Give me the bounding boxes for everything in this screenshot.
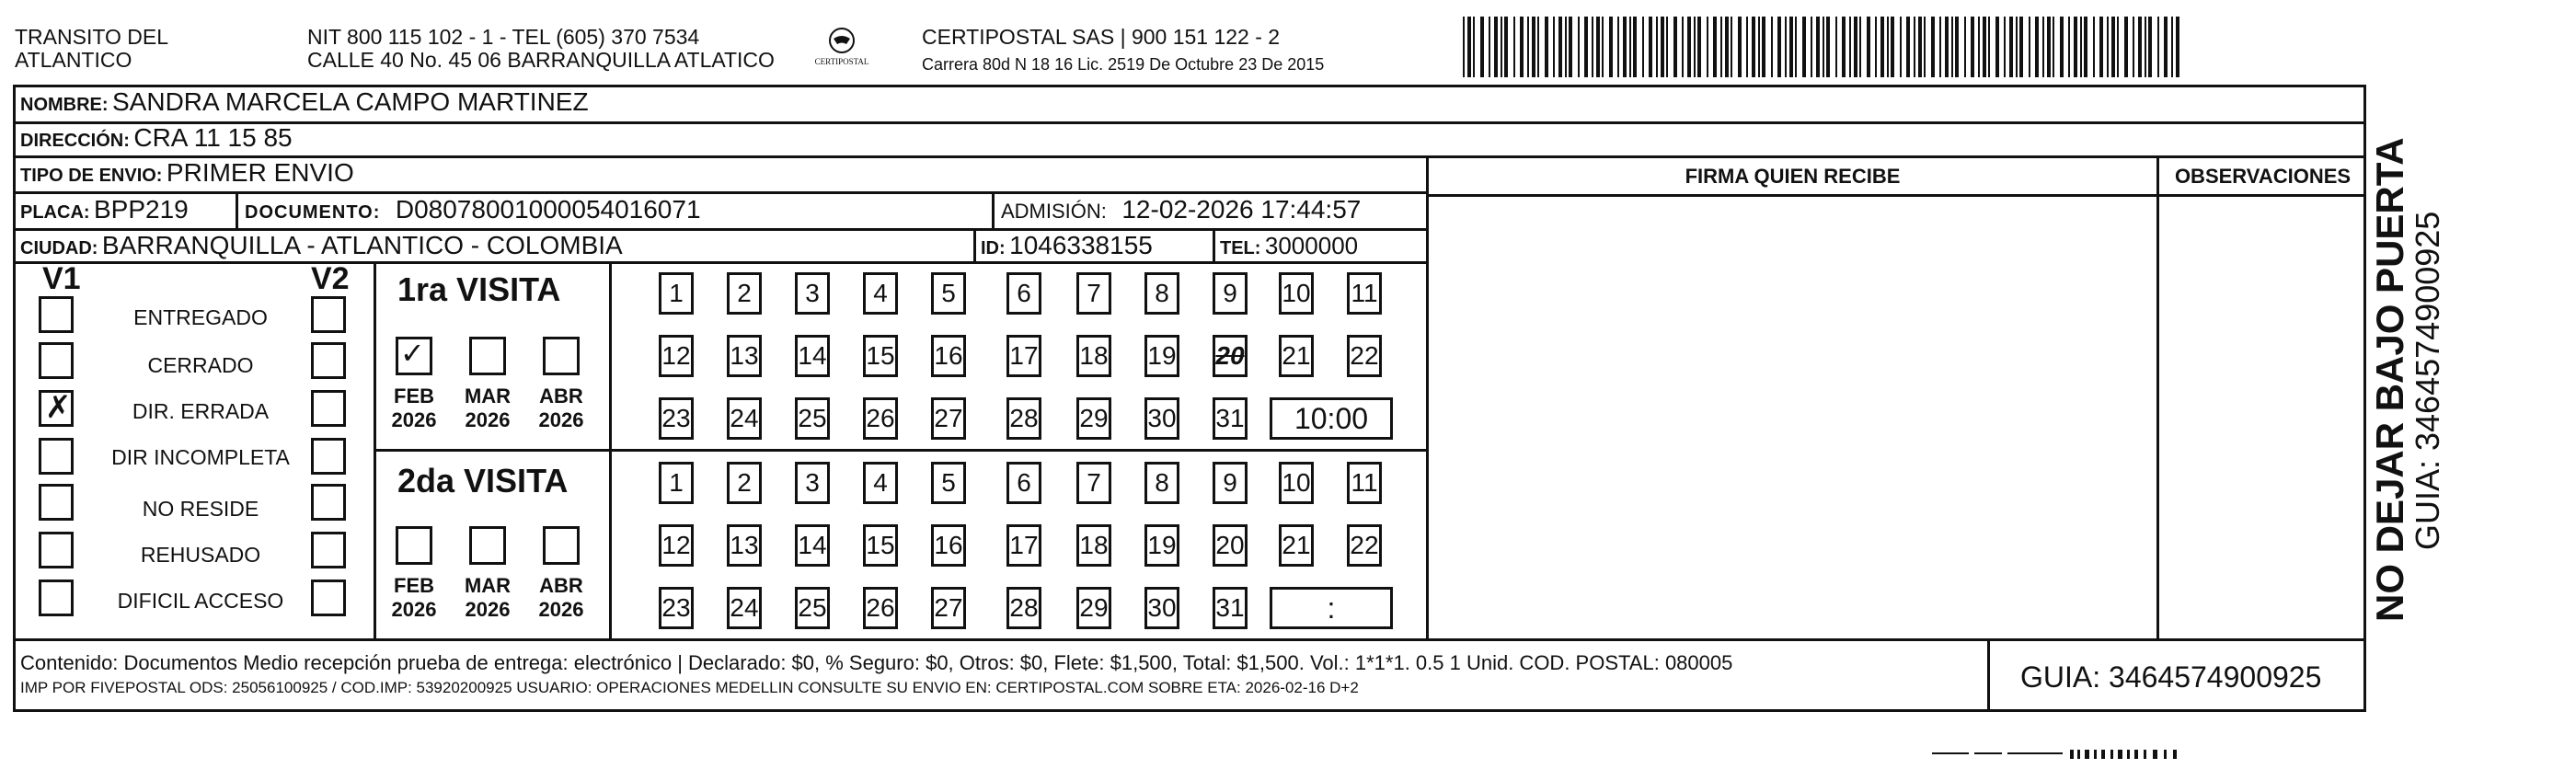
barcode-bar [2117,17,2119,77]
sender-line-2: ATLANTICO [15,48,132,72]
barcode-bar [1661,17,1664,77]
month-label [534,574,589,622]
visit2-title: 2da VISITA [397,462,569,499]
month-year: 2026 [391,408,437,431]
day-box[interactable]: 22 [1347,524,1382,567]
month-year: 2026 [465,598,511,621]
id-field [981,230,1153,266]
day-box[interactable]: 19 [1144,524,1179,567]
ciudad-label: CIUDAD: [20,238,98,258]
day-box[interactable]: 24 [727,587,762,629]
imp-line: IMP POR FIVEPOSTAL ODS: 25056100925 / COD.IMP: 53920200925 USUARIO: OPERACIONES MEDELLIN CONSULTE SU ENVIO EN: CERTIPOSTAL.COM SOBRE ETA: 2026-02-16 D+2 [20,679,1359,696]
barcode-bar [1978,17,1980,77]
v1-checkbox[interactable] [39,296,74,333]
v1-checkbox[interactable] [39,342,74,379]
certipostal-logo [810,26,874,74]
tel-label: TEL: [1220,238,1261,258]
barcode-bar [1489,17,1490,77]
barcode-bar [1964,17,1966,77]
status-option-label: CERRADO [147,353,254,377]
status-option-label: DIFICIL ACCESO [117,589,284,613]
barcode-bar [2148,17,2152,77]
edge-barcode-fragment [1932,747,2182,756]
rule [374,449,1428,452]
barcode-bar [1569,17,1572,77]
day-box[interactable]: 12 [659,335,694,377]
month-year: 2026 [465,408,511,431]
license-line: Carrera 80d N 18 16 Lic. 2519 De Octubre 23 De 2015 [922,55,1325,74]
barcode-bar [2145,17,2146,77]
barcode-bar [1849,17,1851,77]
day-box[interactable]: 8 [1144,272,1179,315]
barcode-bar [1558,17,1562,77]
handwritten-check-mark: ✓ [400,336,425,371]
barcode-bar [1467,17,1471,77]
barcode-bar [1789,17,1793,77]
barcode-bar [1988,17,1990,77]
barcode-bar [1537,17,1539,77]
day-box[interactable]: 20 [1213,524,1248,567]
day-box[interactable]: 26 [863,587,898,629]
day-box[interactable]: 7 [1076,272,1111,315]
barcode-bar [1835,17,1837,77]
barcode-bar [1720,17,1722,77]
barcode-bar [1731,17,1732,77]
day-box[interactable]: 28 [1006,587,1041,629]
month-checkbox[interactable] [469,337,506,375]
barcode-bar [1752,17,1755,77]
barcode-bar [1504,17,1508,77]
observaciones-header: OBSERVACIONES [2174,165,2352,188]
barcode-bar [2080,17,2082,77]
day-box[interactable]: 7 [1076,462,1111,504]
barcode-bar [1697,17,1701,77]
footer-guia: GUIA: 3464574900925 [2020,660,2322,694]
ciudad-value: BARRANQUILLA - ATLANTICO - COLOMBIA [101,231,623,259]
v1-header: V1 [42,261,81,296]
day-box[interactable]: 21 [1279,524,1314,567]
barcode-bar [1527,17,1529,77]
barcode-bar [1914,17,1915,77]
barcode-bar [1494,17,1498,77]
status-option-label: DIR. ERRADA [132,399,270,423]
barcode-bar [1891,17,1894,77]
month-year: 2026 [538,598,584,621]
day-box[interactable]: 27 [931,397,966,440]
barcode-bar [1826,17,1830,77]
barcode-bar [1513,17,1515,77]
barcode-bar [1955,17,1959,77]
content-line: Contenido: Documentos Medio recepción prueba de entrega: electrónico | Declarado: $0, % Seguro: $0, Otros: $0, Flete: $1,500, Total: $1,500. Vol.: 1*1*1. 0.5 1 Unid. COD. POSTAL: 080005 [20,651,1733,674]
barcode-bar [1823,17,1824,77]
barcode-bar [1473,17,1475,77]
barcode-bar [2060,17,2064,77]
month-checkbox[interactable] [396,526,432,565]
barcode-bar [2111,17,2115,77]
v2-checkbox[interactable] [311,438,346,475]
time-box[interactable]: 10:00 [1270,397,1393,440]
v1-checkbox[interactable] [39,484,74,521]
month-name: MAR [464,384,512,407]
month-year: 2026 [538,408,584,431]
barcode-bar [1725,17,1729,77]
tipo-envio-field [20,157,354,193]
barcode-bar [1738,17,1742,77]
day-box[interactable]: 24 [727,397,762,440]
barcode-bar [1939,17,1941,77]
barcode-bar [2164,17,2168,77]
month-label [460,384,515,432]
day-box[interactable]: 25 [795,587,830,629]
v1-checkbox[interactable] [39,580,74,616]
barcode-bar [2138,17,2142,77]
barcode-bar [1649,17,1652,77]
barcode-bar [1480,17,1484,77]
barcode [1463,17,2185,77]
barcode-bar [1578,17,1580,77]
day-box[interactable]: 3 [795,462,830,504]
tel-field [1220,230,1358,266]
tel-value: 3000000 [1264,232,1359,259]
day-box[interactable]: 6 [1006,462,1041,504]
month-label [386,384,442,432]
barcode-bar [1983,17,1986,77]
day-box[interactable]: 30 [1144,587,1179,629]
barcode-bar [1811,17,1812,77]
barcode-bar [1762,17,1765,77]
barcode-bar [2176,17,2179,77]
documento-value: D08078001000054016071 [395,195,701,224]
month-label [386,574,442,622]
barcode-bar [1520,17,1524,77]
rule [973,230,976,263]
day-box[interactable]: 26 [863,397,898,440]
barcode-bar [2107,17,2109,77]
day-box[interactable]: 21 [1279,335,1314,377]
day-box[interactable]: 16 [931,524,966,567]
barcode-bar [1682,17,1684,77]
barcode-bar [2004,17,2006,77]
barcode-bar [2133,17,2134,77]
barcode-bar [1816,17,1820,77]
barcode-bar [1694,17,1696,77]
month-name: ABR [539,384,583,407]
barcode-bar [2035,17,2039,77]
nombre-field [20,86,589,122]
day-box[interactable]: 4 [863,462,898,504]
month-label [460,574,515,622]
barcode-bar [1656,17,1658,77]
barcode-bar [2093,17,2095,77]
barcode-bar [1642,17,1644,77]
time-box[interactable]: : [1270,587,1393,629]
day-box[interactable]: 29 [1076,397,1111,440]
barcode-bar [1887,17,1889,77]
id-value: 1046338155 [1009,231,1153,259]
barcode-bar [1532,17,1535,77]
direccion-value: CRA 11 15 85 [133,123,293,152]
v2-checkbox[interactable] [311,390,346,427]
day-box[interactable]: 13 [727,335,762,377]
barcode-bar [1995,17,1999,77]
rule [13,155,2366,158]
barcode-bar [2019,17,2023,77]
side-guia: GUIA: 3464574900925 [2409,211,2446,550]
barcode-bar [1629,17,1631,77]
day-box[interactable]: 11 [1347,272,1382,315]
barcode-bar [2053,17,2054,77]
v1-checkbox[interactable] [39,438,74,475]
status-option-label: NO RESIDE [142,497,259,521]
direccion-field [20,122,293,158]
day-box[interactable]: 5 [931,272,966,315]
month-name: MAR [464,574,512,597]
barcode-bar [1802,17,1806,77]
v2-checkbox[interactable] [311,532,346,568]
barcode-bar [1971,17,1974,77]
rule [992,193,995,230]
month-label [534,384,589,432]
rule [13,638,2366,641]
rule [1428,194,2366,197]
day-box[interactable]: 3 [795,272,830,315]
day-box[interactable]: 17 [1006,335,1041,377]
v2-checkbox[interactable] [311,342,346,379]
barcode-bar [2157,17,2159,77]
day-box[interactable]: 9 [1213,462,1248,504]
firma-header: FIRMA QUIEN RECIBE [1685,165,1901,188]
v2-checkbox[interactable] [311,580,346,616]
day-box[interactable]: 22 [1347,335,1382,377]
month-name: FEB [394,574,434,597]
placa-value: BPP219 [94,195,189,224]
day-box[interactable]: 8 [1144,462,1179,504]
day-box[interactable]: 31 [1213,397,1248,440]
day-box[interactable]: 30 [1144,397,1179,440]
id-label: ID: [981,238,1006,258]
barcode-bar [1602,17,1604,77]
barcode-bar [1609,17,1613,77]
barcode-bar [2171,17,2173,77]
barcode-bar [1880,17,1884,77]
barcode-bar [1463,17,1465,77]
day-box[interactable]: 12 [659,524,694,567]
day-box[interactable]: 4 [863,272,898,315]
day-box[interactable]: 23 [659,397,694,440]
day-box[interactable]: 2 [727,462,762,504]
v2-header: V2 [311,261,350,296]
documento-label: DOCUMENTO: [245,202,381,223]
barcode-bar [1777,17,1781,77]
day-box[interactable]: 9 [1213,272,1248,315]
barcode-bar [1592,17,1593,77]
day-box[interactable]: 10 [1279,272,1314,315]
barcode-bar [2016,17,2018,77]
documento-field [245,194,701,230]
day-box[interactable]: 14 [795,335,830,377]
day-box[interactable]: 31 [1213,587,1248,629]
v1-checkbox[interactable] [39,532,74,568]
barcode-bar [1633,17,1637,77]
day-box[interactable]: 18 [1076,335,1111,377]
month-year: 2026 [391,598,437,621]
sender-name [15,26,168,72]
rule [1213,230,1215,263]
barcode-bar [1900,17,1902,77]
admision-value: 12-02-2026 17:44:57 [1121,195,1362,224]
logo-wordmark: CERTIPOSTAL [814,57,869,66]
sender-address: CALLE 40 No. 45 06 BARRANQUILLA ATLATICO [307,48,775,72]
rule [236,193,238,230]
barcode-bar [1785,17,1787,77]
month-checkbox[interactable] [543,337,580,375]
day-box[interactable]: 13 [727,524,762,567]
day-box[interactable]: 14 [795,524,830,567]
barcode-bar [1924,17,1926,77]
sender-nit: NIT 800 115 102 - 1 - TEL (605) 370 7534 [307,25,700,49]
day-box[interactable]: 6 [1006,272,1041,315]
nombre-label: NOMBRE: [20,95,109,115]
company-line: CERTIPOSTAL SAS | 900 151 122 - 2 [922,25,1281,49]
barcode-bar [1553,17,1555,77]
barcode-bar [1771,17,1773,77]
barcode-bar [2124,17,2128,77]
no-dejar-bajo-puerta: NO DEJAR BAJO PUERTA [2368,137,2411,622]
status-option-label: DIR INCOMPLETA [111,445,290,469]
barcode-bar [1854,17,1857,77]
rule [1426,155,1429,638]
month-name: ABR [539,574,583,597]
barcode-bar [1945,17,1949,77]
barcode-bar [1951,17,1953,77]
day-box[interactable]: 1 [659,462,694,504]
barcode-bar [1931,17,1935,77]
barcode-bar [2047,17,2051,77]
day-box[interactable]: 29 [1076,587,1111,629]
barcode-bar [1906,17,1910,77]
day-box[interactable]: 15 [863,524,898,567]
day-box[interactable]: 10 [1279,462,1314,504]
rule [2156,155,2159,638]
visit1-title: 1ra VISITA [397,270,561,308]
month-name: FEB [394,384,434,407]
barcode-bar [1617,17,1619,77]
v2-checkbox[interactable] [311,484,346,521]
barcode-bar [1746,17,1748,77]
barcode-bar [1687,17,1691,77]
barcode-bar [2029,17,2030,77]
barcode-bar [1795,17,1797,77]
day-box[interactable]: 1 [659,272,694,315]
barcode-bar [1623,17,1627,77]
admision-label: ADMISIÓN: [1001,200,1107,223]
nombre-value: SANDRA MARCELA CAMPO MARTINEZ [112,87,589,116]
barcode-bar [1666,17,1668,77]
barcode-bar [2074,17,2077,77]
day-box[interactable]: 19 [1144,335,1179,377]
barcode-bar [1707,17,1708,77]
day-box[interactable]: 28 [1006,397,1041,440]
barcode-bar [2068,17,2070,77]
barcode-bar [1867,17,1870,77]
day-box[interactable]: 23 [659,587,694,629]
rule [1987,640,1990,712]
day-box[interactable]: 11 [1347,462,1382,504]
day-box[interactable]: 16 [931,335,966,377]
day-box[interactable]: 27 [931,587,966,629]
barcode-bar [1545,17,1548,77]
barcode-bar [1758,17,1760,77]
placa-label: PLACA: [20,202,90,223]
day-box[interactable]: 18 [1076,524,1111,567]
barcode-bar [1596,17,1600,77]
day-box[interactable]: 20 [1213,335,1248,377]
barcode-bar [2009,17,2013,77]
tipo-envio-value: PRIMER ENVIO [166,158,354,187]
barcode-bar [1565,17,1567,77]
barcode-bar [2099,17,2103,77]
tipo-envio-label: TIPO DE ENVIO: [20,166,163,186]
barcode-bar [1859,17,1861,77]
barcode-bar [1673,17,1677,77]
admision-field [1001,194,1361,230]
status-option-label: ENTREGADO [133,305,268,329]
barcode-bar [1501,17,1502,77]
barcode-bar [1842,17,1846,77]
month-checkbox[interactable] [396,337,432,375]
barcode-bar [1918,17,1922,77]
v1-checkbox[interactable] [39,390,74,427]
v2-checkbox[interactable] [311,296,346,333]
month-checkbox[interactable] [543,526,580,565]
day-box[interactable]: 5 [931,462,966,504]
barcode-bar [2084,17,2087,77]
day-box[interactable]: 17 [1006,524,1041,567]
barcode-bar [1875,17,1877,77]
day-box[interactable]: 25 [795,397,830,440]
barcode-bar [1713,17,1717,77]
day-box[interactable]: 2 [727,272,762,315]
sender-line-1: TRANSITO DEL [15,25,168,49]
placa-field [20,194,189,230]
barcode-bar [1584,17,1588,77]
barcode-bar [2042,17,2044,77]
month-checkbox[interactable] [469,526,506,565]
handwritten-check-mark: ✗ [45,389,72,426]
day-box[interactable]: 15 [863,335,898,377]
status-option-label: REHUSADO [140,543,261,567]
direccion-label: DIRECCIÓN: [20,131,130,151]
